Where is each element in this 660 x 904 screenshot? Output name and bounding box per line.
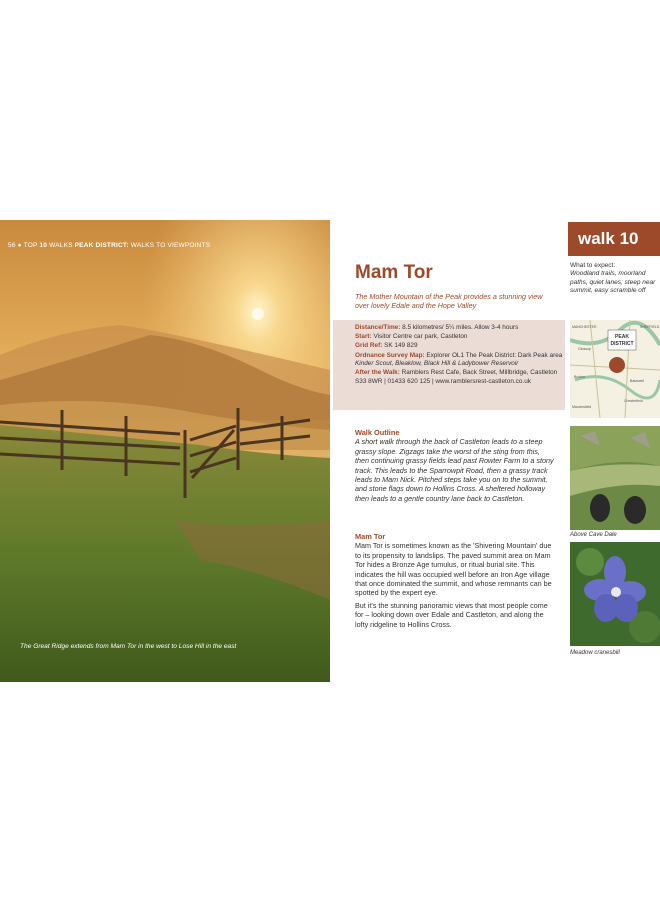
- map-town-1: MANCHESTER: [572, 325, 597, 329]
- walk-outline-section: [355, 428, 555, 506]
- mam-tor-para-1: Mam Tor is sometimes known as the 'Shivering Mountain' due to its propensity to landslips. The paved summit area on Mam Tor hides a Bronze Age tumulus, or ritual burial site. This indicates the hill was occupied well before an Iron Age village that once dominated the summit, and whose remnants can be spotted by the expert eye.: [355, 541, 552, 598]
- map-town-3: Buxton: [574, 375, 585, 379]
- svg-text:DISTRICT: DISTRICT: [610, 341, 634, 347]
- cave-dale-caption: Above Cave Dale: [570, 532, 617, 538]
- grid-ref-row: Grid Ref: SK 149 829: [355, 342, 418, 350]
- walk-outline-text: A short walk through the back of Castleton leads to a steep grassy slope. Zigzags take the worst of the sting from this, then continuing grassy fields lead past Rowter Farm to a stony track. This leads to the Sparrowpit Road, then a grassy track leads to Mam Nick. Pitched steps take you on to the summit, and stone flags down to Hollins Cross. A sheltered holloway then leads to a gentle country lane back to Castleton.: [355, 437, 554, 503]
- map-town-5: Glossop: [578, 347, 591, 351]
- cranesbill-caption: Meadow cranesbill: [570, 650, 620, 656]
- page-title: Mam Tor: [355, 262, 433, 283]
- what-to-expect: What to expect: Woodland trails, moorland paths, quiet lanes; steep near summit, easy scramble off: [570, 262, 656, 295]
- region-label: PEAK: [615, 334, 629, 340]
- mam-tor-section: [355, 532, 555, 632]
- sun: [252, 308, 264, 320]
- map-town-2: SHEFFIELD: [640, 325, 660, 329]
- location-map: [570, 320, 660, 418]
- mam-tor-heading: Mam Tor: [355, 532, 386, 541]
- mam-tor-para-2: But it's the stunning panoramic views that most people come for – looking down over Edale and Castleton, and along the lofty ridgeline to Hollins Cross.: [355, 600, 548, 629]
- region-box: [608, 330, 636, 350]
- map-town-4: Bakewell: [630, 379, 645, 383]
- cranesbill-photo: [570, 542, 660, 646]
- walk-outline-heading: Walk Outline: [355, 428, 400, 437]
- boot-right: [624, 496, 646, 524]
- mam-tor-sunset-image: [0, 220, 330, 682]
- cave-dale-photo: [570, 426, 660, 530]
- location-marker: [609, 357, 625, 373]
- running-head: 56 ● TOP 10 WALKS PEAK DISTRICT: WALKS TO VIEWPOINTS: [8, 242, 211, 249]
- landscape-photo: [0, 220, 330, 682]
- after-walk-row: After the Walk: Ramblers Rest Cafe, Back Street, Millbridge, Castleton S33 8WR | 01433 620 125 | www.ramblersrest-castleton.co.uk: [355, 369, 558, 385]
- boot-left: [590, 494, 610, 522]
- start-row: Start: Visitor Centre car park, Castleton: [355, 333, 468, 341]
- page-number: 56: [8, 242, 16, 249]
- walk-facts-box: [333, 320, 565, 410]
- photo-caption: The Great Ridge extends from Mam Tor in the west to Lose Hill in the east: [20, 643, 237, 650]
- distance-row: Distance/Time: 8.5 kilometres/ 5¼ miles. Allow 3-4 hours: [355, 324, 519, 331]
- map-town-7: Macclesfield: [572, 405, 592, 409]
- os-map-row: Ordnance Survey Map: Explorer OL1 The Peak District: Dark Peak area Kinder Scout, Bleaklow, Black Hill & Ladybower Reservoir: [355, 351, 563, 368]
- map-town-6: Chesterfield: [624, 399, 643, 403]
- intro-text: The Mother Mountain of the Peak provides a stunning view over lovely Edale and the Hope Valley: [355, 292, 543, 311]
- walk-number-banner: walk 10: [568, 222, 660, 256]
